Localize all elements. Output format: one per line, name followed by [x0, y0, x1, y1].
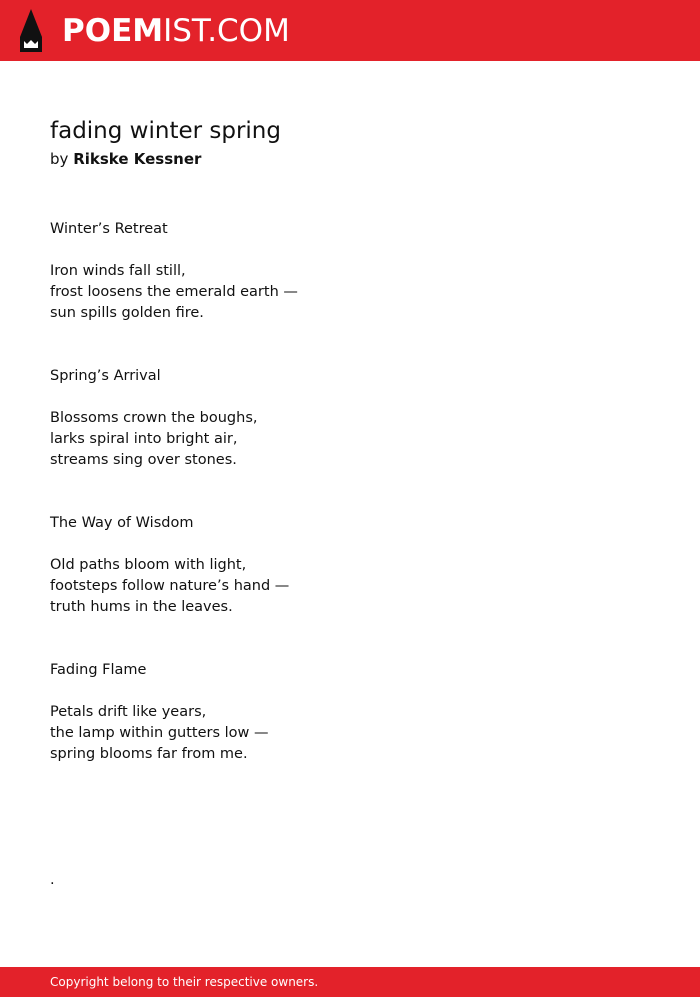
- stanza-title: Fading Flame: [50, 662, 147, 678]
- poem-line: Iron winds fall still,: [50, 263, 186, 279]
- poem-line: the lamp within gutters low —: [50, 725, 269, 741]
- pencil-tip-icon: [18, 9, 44, 52]
- poem-line: footsteps follow nature’s hand —: [50, 578, 290, 594]
- stanza-way-of-wisdom: [50, 513, 650, 618]
- trailing-dot: .: [50, 872, 55, 888]
- poem-line: Blossoms crown the boughs,: [50, 410, 258, 426]
- poem-line: frost loosens the emerald earth —: [50, 284, 298, 300]
- poem-line: larks spiral into bright air,: [50, 431, 238, 447]
- poem-line: streams sing over stones.: [50, 452, 237, 468]
- copyright-notice: Copyright belong to their respective owners.: [50, 975, 319, 989]
- poem-line: sun spills golden fire.: [50, 305, 204, 321]
- site-logo[interactable]: [62, 12, 290, 50]
- byline-prefix: by: [50, 150, 69, 168]
- stanza-fading-flame: [50, 660, 650, 765]
- poem-line: Petals drift like years,: [50, 704, 207, 720]
- stanza-winters-retreat: [50, 219, 650, 324]
- stanza-springs-arrival: [50, 366, 650, 471]
- poem-author: Rikske Kessner: [73, 150, 202, 168]
- stanza-title: Winter’s Retreat: [50, 221, 168, 237]
- poem-line: Old paths bloom with light,: [50, 557, 247, 573]
- logo-light-text: IST.COM: [163, 13, 290, 49]
- stanza-title: Spring’s Arrival: [50, 368, 161, 384]
- logo-bold-text: POEM: [62, 13, 164, 49]
- stanza-title: The Way of Wisdom: [50, 515, 194, 531]
- site-footer: [0, 967, 700, 997]
- poem-title: fading winter spring: [50, 118, 281, 144]
- site-header: [0, 0, 700, 61]
- poem-byline: [50, 148, 201, 170]
- poem-line: truth hums in the leaves.: [50, 599, 233, 615]
- poem-line: spring blooms far from me.: [50, 746, 248, 762]
